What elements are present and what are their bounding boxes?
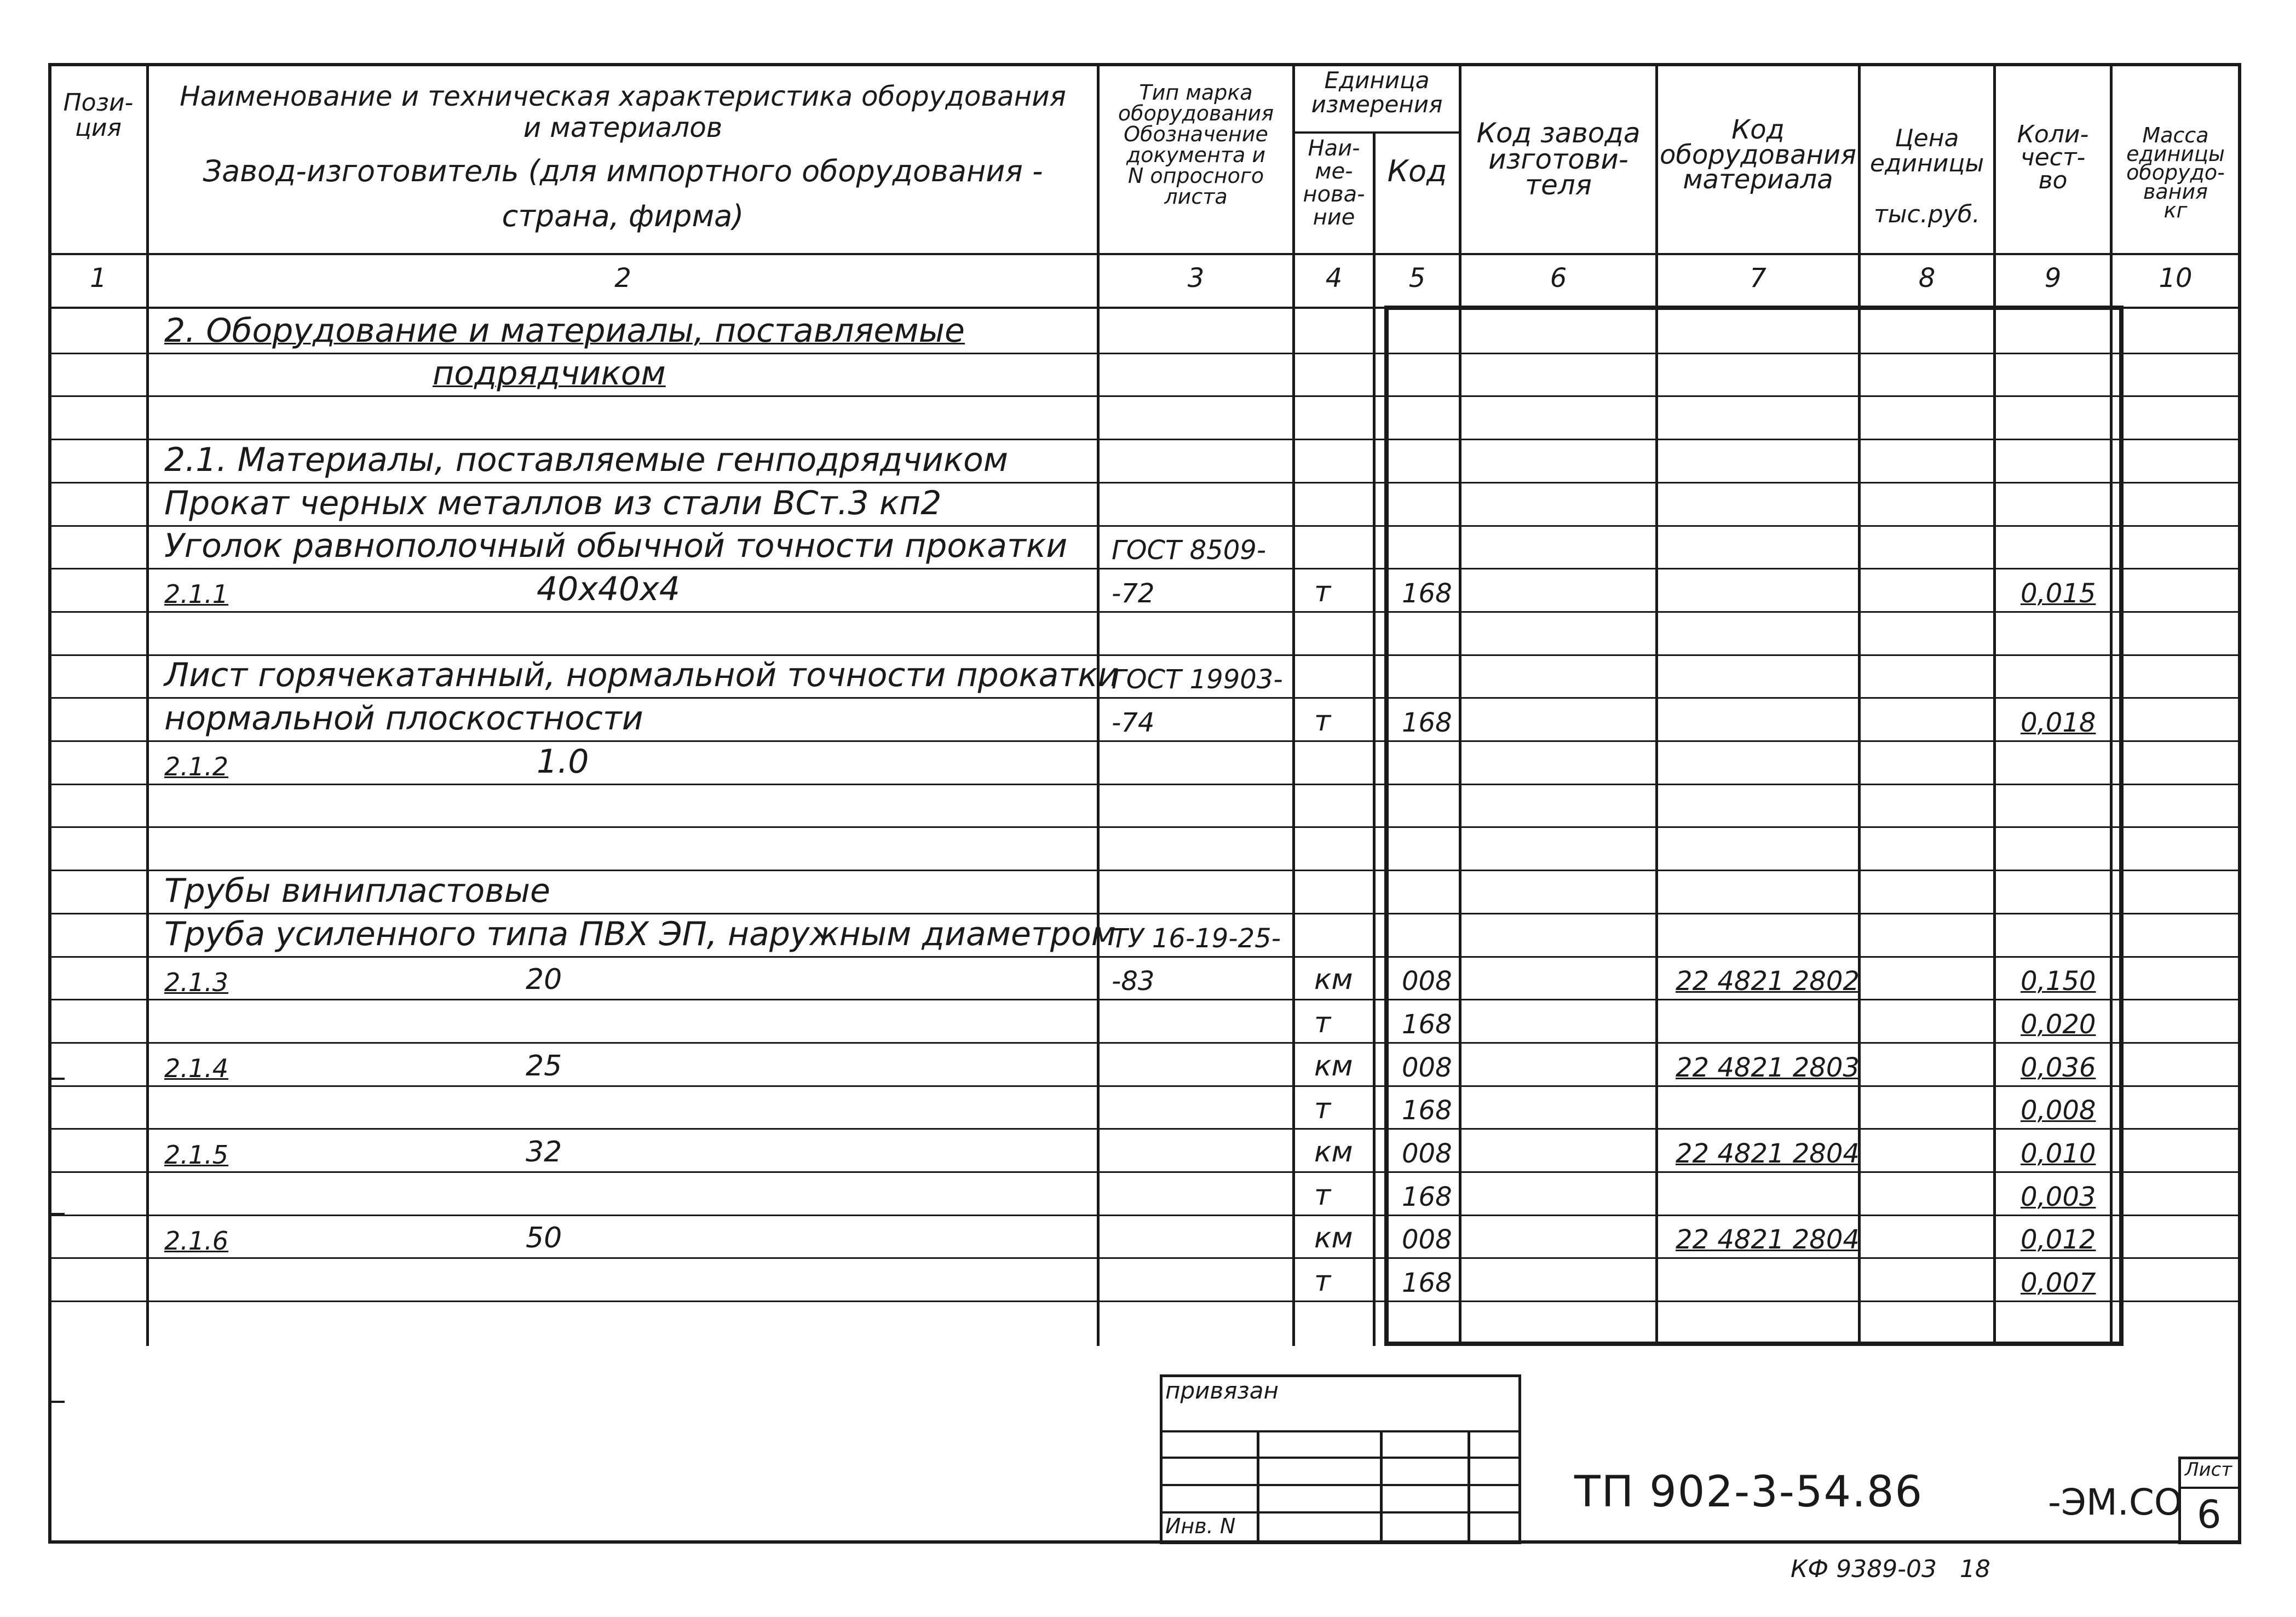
header-name-line4: страна, фирма) bbox=[502, 199, 744, 233]
row-name: 20 bbox=[526, 963, 562, 996]
stamp-privyazan: привязан bbox=[1165, 1377, 1279, 1404]
row-type: ТУ 16-19-25- bbox=[1112, 923, 1281, 954]
col-number-3: 3 bbox=[1187, 263, 1205, 294]
row-pos: 2.1.1 bbox=[164, 579, 229, 609]
header-price: Цена единицы тыс.руб. bbox=[1869, 124, 1984, 228]
row-pos: 2.1.4 bbox=[164, 1054, 229, 1083]
col-number-5: 5 bbox=[1408, 263, 1426, 294]
row-qty: 0,010 bbox=[2021, 1138, 2096, 1169]
header-bottom-line bbox=[48, 253, 2241, 255]
sheet-box-divider bbox=[2178, 1487, 2241, 1489]
header-name-line2: и материалов bbox=[523, 112, 723, 143]
row-name: 1.0 bbox=[537, 743, 589, 781]
stamp-vline-3 bbox=[1468, 1430, 1470, 1544]
stamp-line-2 bbox=[1160, 1457, 1521, 1459]
row-name: Лист горячекатанный, нормальной точности прокатки bbox=[164, 656, 1119, 694]
row-name: 2.1. Материалы, поставляемые генподрядчиком bbox=[164, 441, 1009, 479]
header-unit-code: Код bbox=[1387, 154, 1447, 188]
row-code: 168 bbox=[1402, 1009, 1452, 1040]
row-equip: 22 4821 2802 bbox=[1676, 966, 1860, 997]
stamp-vline-1 bbox=[1257, 1430, 1259, 1544]
row-equip: 22 4821 2804 bbox=[1676, 1224, 1860, 1255]
margin-tick-1 bbox=[48, 1078, 65, 1080]
row-qty: 0,018 bbox=[2021, 707, 2096, 738]
row-type: ГОСТ 19903- bbox=[1112, 664, 1283, 695]
row-name: Уголок равнополочный обычной точности прокатки bbox=[164, 527, 1068, 565]
header-quantity: Коли- чест- во bbox=[2017, 120, 2089, 194]
stamp-vline-2 bbox=[1380, 1430, 1383, 1544]
header-mass: Масса единицы оборудо- вания кг bbox=[2126, 123, 2225, 222]
row-qty: 0,007 bbox=[2021, 1268, 2096, 1298]
row-unit: км bbox=[1314, 1050, 1353, 1083]
header-name-line3: Завод-изготовитель (для импортного оборудования - bbox=[203, 154, 1043, 188]
row-unit: км bbox=[1314, 1222, 1353, 1255]
row-name: 32 bbox=[526, 1136, 562, 1169]
header-unit-name: Наи- ме- нова- ние bbox=[1303, 136, 1365, 230]
row-type: -83 bbox=[1112, 966, 1155, 997]
col-divider-1 bbox=[146, 63, 149, 1346]
row-unit: т bbox=[1314, 576, 1331, 608]
col-divider-3 bbox=[1292, 63, 1295, 1346]
bold-column-block bbox=[1384, 306, 2124, 1346]
row-code: 168 bbox=[1402, 1182, 1452, 1212]
row-unit: т bbox=[1314, 1179, 1331, 1212]
row-type: ГОСТ 8509- bbox=[1112, 535, 1267, 566]
col-number-6: 6 bbox=[1550, 263, 1567, 294]
row-pos: 2.1.5 bbox=[164, 1140, 229, 1170]
unit-group-divider bbox=[1292, 131, 1459, 134]
row-unit: т bbox=[1314, 1006, 1331, 1039]
row-name: Трубы винипластовые bbox=[164, 872, 550, 910]
row-qty: 0,036 bbox=[2021, 1052, 2096, 1083]
row-code: 008 bbox=[1402, 1052, 1452, 1083]
document-code: ТП 902-3-54.86 bbox=[1574, 1468, 1924, 1517]
row-pos: 2.1.6 bbox=[164, 1226, 229, 1256]
sheet-number: 6 bbox=[2197, 1492, 2222, 1537]
row-unit: т bbox=[1314, 705, 1331, 738]
row-code: 008 bbox=[1402, 1138, 1452, 1169]
row-unit: км bbox=[1314, 1136, 1353, 1169]
row-qty: 0,150 bbox=[2021, 966, 2096, 997]
col-number-10: 10 bbox=[2159, 263, 2193, 294]
row-qty: 0,015 bbox=[2021, 578, 2096, 609]
row-equip: 22 4821 2804 bbox=[1676, 1138, 1860, 1169]
col-number-2: 2 bbox=[614, 263, 631, 294]
row-name: 40х40х4 bbox=[537, 570, 680, 608]
col-number-7: 7 bbox=[1750, 263, 1766, 294]
row-name: Прокат черных металлов из стали ВСт.3 кп2 bbox=[164, 484, 942, 522]
row-name: подрядчиком bbox=[433, 354, 666, 393]
row-unit: т bbox=[1314, 1092, 1331, 1125]
col-number-1: 1 bbox=[90, 263, 107, 294]
row-code: 168 bbox=[1402, 1095, 1452, 1126]
col-divider-4 bbox=[1373, 131, 1376, 1346]
row-name: нормальной плоскостности bbox=[164, 699, 643, 738]
col-number-8: 8 bbox=[1918, 263, 1936, 294]
row-pos: 2.1.3 bbox=[164, 968, 229, 997]
margin-tick-2 bbox=[48, 1213, 65, 1215]
stamp-line-1 bbox=[1160, 1430, 1521, 1432]
sheet-label: Лист bbox=[2185, 1459, 2232, 1481]
stamp-line-3 bbox=[1160, 1484, 1521, 1486]
footer-note: КФ 9389-03 18 bbox=[1791, 1555, 1990, 1583]
row-qty: 0,003 bbox=[2021, 1182, 2096, 1212]
col-number-4: 4 bbox=[1325, 263, 1343, 294]
row-equip: 22 4821 2803 bbox=[1676, 1052, 1860, 1083]
col-number-9: 9 bbox=[2044, 263, 2062, 294]
row-code: 168 bbox=[1402, 1268, 1452, 1298]
row-code: 168 bbox=[1402, 578, 1452, 609]
document-suffix: -ЭМ.СО bbox=[2048, 1481, 2183, 1523]
row-qty: 0,012 bbox=[2021, 1224, 2096, 1255]
row-pos: 2.1.2 bbox=[164, 752, 229, 781]
header-position: Пози- ция bbox=[63, 89, 134, 142]
header-type: Тип марка оборудования Обозначение документа и N опросного листа bbox=[1118, 80, 1274, 209]
row-qty: 0,020 bbox=[2021, 1009, 2096, 1040]
header-equipment-code: Код оборудования материала bbox=[1660, 114, 1856, 195]
row-type: -72 bbox=[1112, 578, 1155, 609]
col-divider-2 bbox=[1097, 63, 1100, 1346]
row-unit: т bbox=[1314, 1265, 1331, 1298]
stamp-inventory-number: Инв. N bbox=[1165, 1514, 1236, 1538]
row-code: 008 bbox=[1402, 1224, 1452, 1255]
row-code: 168 bbox=[1402, 707, 1452, 738]
header-name-line1: Наименование и техническая характеристика оборудования bbox=[180, 80, 1066, 112]
header-unit-group: Единица измерения bbox=[1311, 67, 1443, 118]
stamp-line-4 bbox=[1160, 1511, 1521, 1514]
row-code: 008 bbox=[1402, 966, 1452, 997]
row-type: -74 bbox=[1112, 707, 1155, 738]
row-qty: 0,008 bbox=[2021, 1095, 2096, 1126]
row-name: 2. Оборудование и материалы, поставляемые bbox=[164, 312, 965, 350]
row-name: 25 bbox=[526, 1050, 562, 1083]
margin-tick-3 bbox=[48, 1401, 65, 1403]
header-maker-code: Код завода изготови- теля bbox=[1476, 117, 1641, 201]
row-name: Труба усиленного типа ПВХ ЭП, наружным диаметром bbox=[164, 915, 1116, 953]
row-unit: км bbox=[1314, 963, 1353, 996]
row-name: 50 bbox=[526, 1222, 562, 1255]
